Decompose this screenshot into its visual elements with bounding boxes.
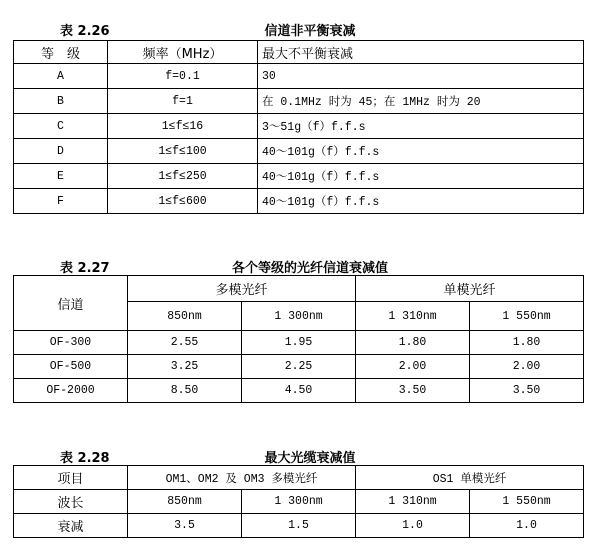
channel-cell: OF-500 <box>14 355 128 379</box>
attenuation-value-cell: 1.0 <box>470 514 584 538</box>
table2-caption: 表 2.27 <box>60 261 110 276</box>
table1-caption: 表 2.26 <box>60 24 110 39</box>
wavelength-header: 1 310nm <box>356 302 470 331</box>
attenuation-cell: 在 0.1MHz 时为 45；在 1MHz 时为 20 <box>258 89 584 114</box>
table-row <box>14 64 584 89</box>
attenuation-value-cell: 1.0 <box>356 514 470 538</box>
table3-title: 最大光缆衰减值 <box>264 451 356 466</box>
value-cell: 3.50 <box>470 379 584 403</box>
table3-caption: 表 2.28 <box>60 451 110 466</box>
table2-group-header-row <box>14 276 584 302</box>
table2-singlemode-header: 单模光纤 <box>356 276 584 302</box>
frequency-cell: 1≤f≤600 <box>108 189 258 214</box>
table-row <box>14 379 584 403</box>
table2 <box>13 275 584 403</box>
table1-header-row <box>14 41 584 64</box>
attenuation-cell: 40～101g（f）f.f.s <box>258 164 584 189</box>
wavelength-cell: 1 300nm <box>242 490 356 514</box>
attenuation-cell: 40～101g（f）f.f.s <box>258 139 584 164</box>
wavelength-header: 850nm <box>128 302 242 331</box>
value-cell: 2.55 <box>128 331 242 355</box>
frequency-cell: f=1 <box>108 89 258 114</box>
table3-wavelength-row <box>14 490 584 514</box>
frequency-cell: f=0.1 <box>108 64 258 89</box>
table1-header-max-attenuation: 最大不平衡衰减 <box>258 41 584 64</box>
value-cell: 3.25 <box>128 355 242 379</box>
grade-cell: C <box>14 114 108 139</box>
wavelength-header: 1 300nm <box>242 302 356 331</box>
table-row <box>14 114 584 139</box>
value-cell: 2.25 <box>242 355 356 379</box>
table3-header-row <box>14 466 584 490</box>
table1 <box>13 40 584 214</box>
table-row <box>14 89 584 114</box>
table3-multimode-header: OM1、OM2 及 OM3 多模光纤 <box>128 466 356 490</box>
table-row <box>14 164 584 189</box>
attenuation-cell: 30 <box>258 64 584 89</box>
wavelength-header: 1 550nm <box>470 302 584 331</box>
table2-multimode-header: 多模光纤 <box>128 276 356 302</box>
channel-cell: OF-2000 <box>14 379 128 403</box>
table3-wavelength-label: 波长 <box>14 490 128 514</box>
table3-singlemode-header: OS1 单模光纤 <box>356 466 584 490</box>
grade-cell: F <box>14 189 108 214</box>
table1-header-frequency: 频率（MHz） <box>108 41 258 64</box>
value-cell: 1.80 <box>356 331 470 355</box>
grade-cell: E <box>14 164 108 189</box>
value-cell: 8.50 <box>128 379 242 403</box>
table3-attenuation-row <box>14 514 584 538</box>
table-row <box>14 139 584 164</box>
channel-cell: OF-300 <box>14 331 128 355</box>
table3-attenuation-label: 衰减 <box>14 514 128 538</box>
value-cell: 3.50 <box>356 379 470 403</box>
table-row <box>14 189 584 214</box>
frequency-cell: 1≤f≤250 <box>108 164 258 189</box>
wavelength-cell: 1 310nm <box>356 490 470 514</box>
wavelength-cell: 1 550nm <box>470 490 584 514</box>
grade-cell: A <box>14 64 108 89</box>
value-cell: 1.80 <box>470 331 584 355</box>
value-cell: 2.00 <box>470 355 584 379</box>
frequency-cell: 1≤f≤100 <box>108 139 258 164</box>
attenuation-cell: 3～51g（f）f.f.s <box>258 114 584 139</box>
value-cell: 4.50 <box>242 379 356 403</box>
table-row <box>14 355 584 379</box>
table3 <box>13 465 584 538</box>
table2-title: 各个等级的光纤信道衰减值 <box>231 261 388 276</box>
attenuation-value-cell: 1.5 <box>242 514 356 538</box>
frequency-cell: 1≤f≤16 <box>108 114 258 139</box>
grade-cell: D <box>14 139 108 164</box>
table1-title: 信道非平衡衰减 <box>264 24 356 39</box>
table3-item-header: 项目 <box>14 466 128 490</box>
table2-channel-header: 信道 <box>14 276 128 331</box>
value-cell: 1.95 <box>242 331 356 355</box>
attenuation-cell: 40～101g（f）f.f.s <box>258 189 584 214</box>
attenuation-value-cell: 3.5 <box>128 514 242 538</box>
value-cell: 2.00 <box>356 355 470 379</box>
grade-cell: B <box>14 89 108 114</box>
table1-header-grade: 等 级 <box>14 41 108 64</box>
table-row <box>14 331 584 355</box>
wavelength-cell: 850nm <box>128 490 242 514</box>
